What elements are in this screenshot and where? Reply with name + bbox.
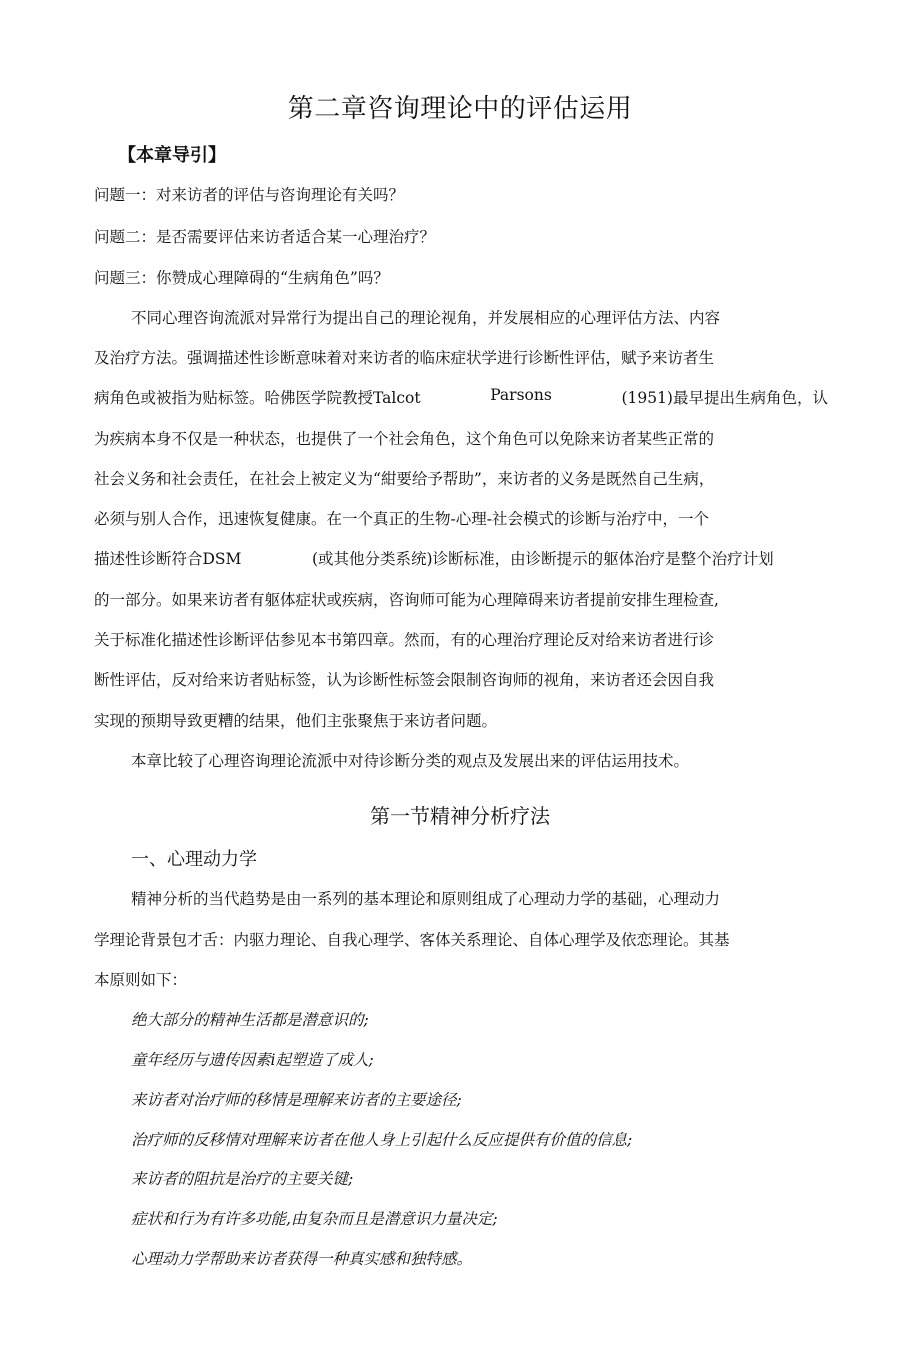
para1-line-3-part-c: (1951)最早提出生病角色，认 xyxy=(621,389,828,407)
para1-line-9: 关于标准化描述性诊断评估参见本书第四章。然而，有的心理治疗理论反对给来访者进行诊 xyxy=(94,631,715,649)
para1-line-8: 的一部分。如果来访者有躯体症状或疾病，咨询师可能为心理障碍来访者提前安排生理检查, xyxy=(94,591,719,609)
principle-6: 症状和行为有许多功能,由复杂而且是潜意识力量决定; xyxy=(131,1210,498,1228)
para1-line-7-part-a: 描述性诊断符合DSM xyxy=(94,550,242,568)
para1-line-11: 实现的预期导致更糟的结果，他们主张聚焦于来访者问题。 xyxy=(94,712,498,730)
para3-line-1: 精神分析的当代趋势是由一系列的基本理论和原则组成了心理动力学的基础，心理动力 xyxy=(131,890,721,908)
subsection-title: 一、心理动力学 xyxy=(131,849,257,870)
guide-heading: 【本章导引】 xyxy=(118,145,226,166)
para1-line-3-part-a: 病角色或被指为贴标签。哈佛医学院教授Talcot xyxy=(94,389,421,407)
principle-3: 来访者对治疗师的移情是理解来访者的主要途径; xyxy=(131,1091,462,1109)
principle-1: 绝大部分的精神生活都是潜意识的; xyxy=(131,1011,369,1029)
para1-line-1: 不同心理咨询流派对异常行为提出自己的理论视角，并发展相应的心理评估方法、内容 xyxy=(131,309,721,327)
section-title: 第一节精神分析疗法 xyxy=(370,804,550,828)
para1-line-2: 及治疗方法。强调描述性诊断意味着对来访者的临床症状学进行诊断性评估，赋予来访者生 xyxy=(94,349,715,367)
para3-line-2: 学理论背景包才舌：内驱力理论、自我心理学、客体关系理论、自体心理学及依恋理论。其基 xyxy=(94,931,730,949)
para1-line-3 xyxy=(94,386,828,408)
para1-line-6: 必须与别人合作，迅速恢复健康。在一个真正的生物-心理-社会模式的诊断与治疗中，一个 xyxy=(94,510,709,528)
para3-line-3: 本原则如下： xyxy=(94,971,188,989)
question-3: 问题三：你赞成心理障碍的“生病角色”吗？ xyxy=(94,269,389,287)
principle-4: 治疗师的反移情对理解来访者在他人身上引起什么反应提供有价值的信息; xyxy=(131,1131,633,1149)
question-1: 问题一：对来访者的评估与咨询理论有关吗？ xyxy=(94,186,405,204)
principle-7: 心理动力学帮助来访者获得一种真实感和独特感。 xyxy=(131,1250,473,1268)
principle-2: 童年经历与遗传因素i起塑造了成人; xyxy=(131,1051,374,1069)
para1-line-3-part-b: Parsons xyxy=(490,386,552,404)
chapter-title: 第二章咨询理论中的评估运用 xyxy=(287,94,633,124)
para1-line-5: 社会义务和社会责任，在社会上被定义为“紺要给予帮助”，来访者的义务是既然自己生病， xyxy=(94,470,715,488)
para2: 本章比较了心理咨询理论流派中对待诊断分类的观点及发展出来的评估运用技术。 xyxy=(131,752,690,770)
principle-5: 来访者的阻抗是治疗的主要关键; xyxy=(131,1170,354,1188)
para1-line-7-part-b: (或其他分类系统)诊断标准，由诊断提示的躯体治疗是整个治疗计划 xyxy=(312,550,774,568)
question-2: 问题二：是否需要评估来访者适合某一心理治疗？ xyxy=(94,228,436,246)
para1-line-4: 为疾病本身不仅是一种状态，也提供了一个社会角色，这个角色可以免除来访者某些正常的 xyxy=(94,430,715,448)
para1-line-10: 断性评估，反对给来访者贴标签，认为诊断性标签会限制咨询师的视角，来访者还会因自我 xyxy=(94,671,715,689)
